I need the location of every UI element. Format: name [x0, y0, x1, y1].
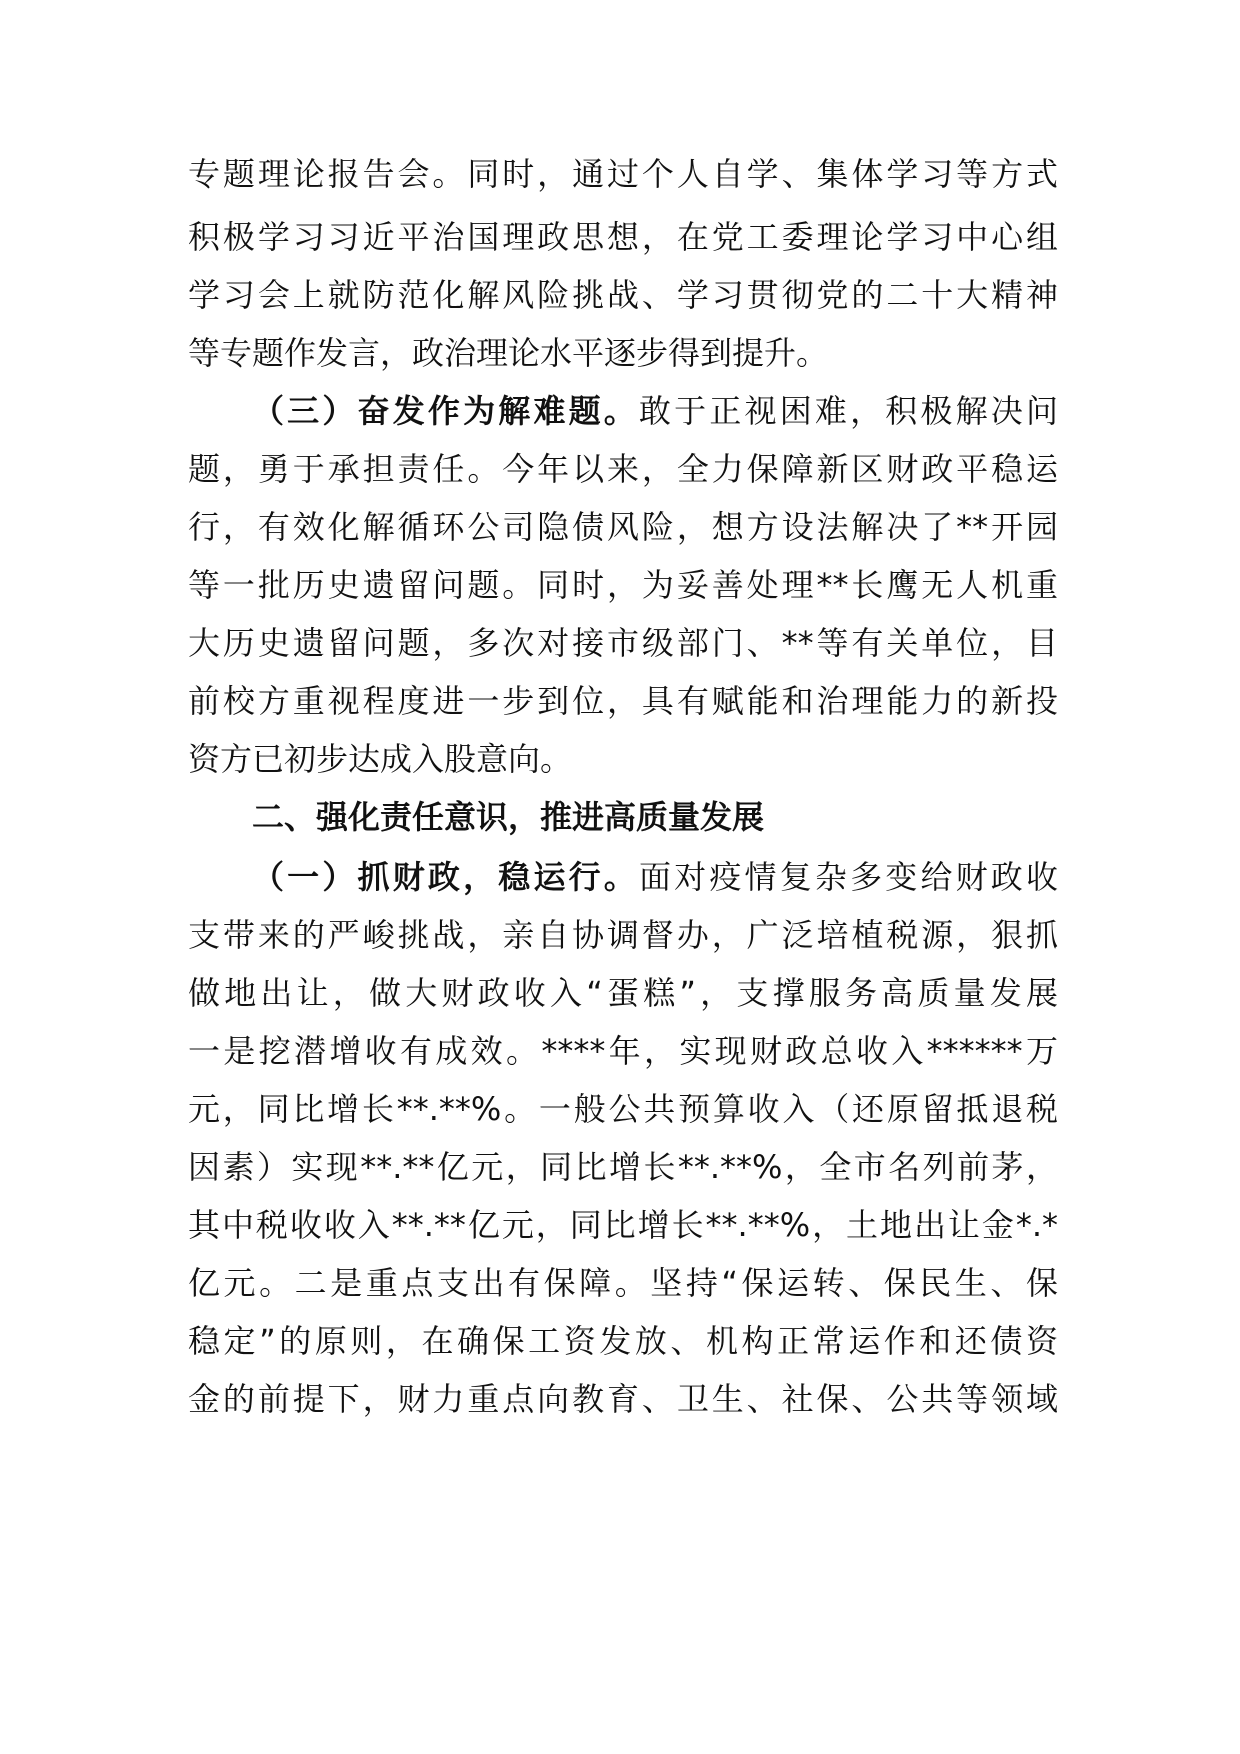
- line-text: 亿元。二是重点支出有保障。坚持“保运转、保民生、保: [188, 1264, 1058, 1302]
- line-text: 稳定”的原则，在确保工资发放、机构正常运作和还债资: [188, 1322, 1058, 1360]
- line-text: 支带来的严峻挑战，亲自协调督办，广泛培植税源，狠抓: [188, 916, 1058, 954]
- paragraph-line: [188, 1136, 1058, 1198]
- paragraph-line: [188, 1310, 1058, 1372]
- paragraph-line: [188, 612, 1058, 674]
- line-text: 其中税收收入**.**亿元，同比增长**.**%，土地出让金*.*: [188, 1206, 1058, 1244]
- line-text: 积极学习习近平治国理政思想，在党工委理论学习中心组: [188, 218, 1058, 256]
- line-text: 专题理论报告会。同时，通过个人自学、集体学习等方式: [188, 155, 1058, 193]
- paragraph-line: [188, 1368, 1058, 1430]
- paragraph-line: [188, 1252, 1058, 1314]
- paragraph-line: [188, 904, 1058, 966]
- section-heading-line: [252, 846, 1058, 908]
- section-heading: （一）抓财政，稳运行。: [252, 858, 639, 896]
- line-text: 学习会上就防范化解风险挑战、学习贯彻党的二十大精神: [188, 276, 1058, 314]
- line-text: 行，有效化解循环公司隐债风险，想方设法解决了**开园: [188, 508, 1058, 546]
- line-text: 面对疫情复杂多变给财政收: [639, 858, 1058, 896]
- paragraph-line: [188, 264, 1058, 326]
- chapter-heading-line: [252, 786, 1058, 848]
- paragraph-line: [188, 438, 1058, 500]
- line-text: 等一批历史遗留问题。同时，为妥善处理**长鹰无人机重: [188, 566, 1058, 604]
- line-text: 元，同比增长**.**%。一般公共预算收入（还原留抵退税: [188, 1090, 1058, 1128]
- paragraph-line: [188, 206, 1058, 268]
- line-text: 资方已初步达成入股意向。: [188, 740, 573, 778]
- chapter-heading: 二、强化责任意识，推进高质量发展: [252, 798, 765, 836]
- paragraph-line: [188, 1078, 1058, 1140]
- section-heading: （三）奋发作为解难题。: [252, 392, 639, 430]
- paragraph-line: [188, 554, 1058, 616]
- line-text: 等专题作发言，政治理论水平逐步得到提升。: [188, 334, 829, 372]
- paragraph-line: [188, 962, 1058, 1024]
- line-text: 做地出让，做大财政收入“蛋糕”，支撑服务高质量发展: [188, 974, 1058, 1012]
- paragraph-line: [188, 728, 1058, 790]
- paragraph-line: [188, 143, 1058, 205]
- paragraph-line: [188, 1020, 1058, 1082]
- line-text: 因素）实现**.**亿元，同比增长**.**%，全市名列前茅，: [188, 1148, 1058, 1186]
- line-text: 大历史遗留问题，多次对接市级部门、**等有关单位，目: [188, 624, 1058, 662]
- paragraph-line: [188, 322, 1058, 384]
- paragraph-line: [188, 1194, 1058, 1256]
- line-text: 题，勇于承担责任。今年以来，全力保障新区财政平稳运: [188, 450, 1058, 488]
- line-text: 前校方重视程度进一步到位，具有赋能和治理能力的新投: [188, 682, 1058, 720]
- line-text: 敢于正视困难，积极解决问: [639, 392, 1058, 430]
- section-heading-line: [252, 380, 1058, 442]
- paragraph-line: [188, 496, 1058, 558]
- line-text: 一是挖潜增收有成效。****年，实现财政总收入******万: [188, 1032, 1058, 1070]
- paragraph-line: [188, 670, 1058, 732]
- line-text: 金的前提下，财力重点向教育、卫生、社保、公共等领域: [188, 1380, 1058, 1418]
